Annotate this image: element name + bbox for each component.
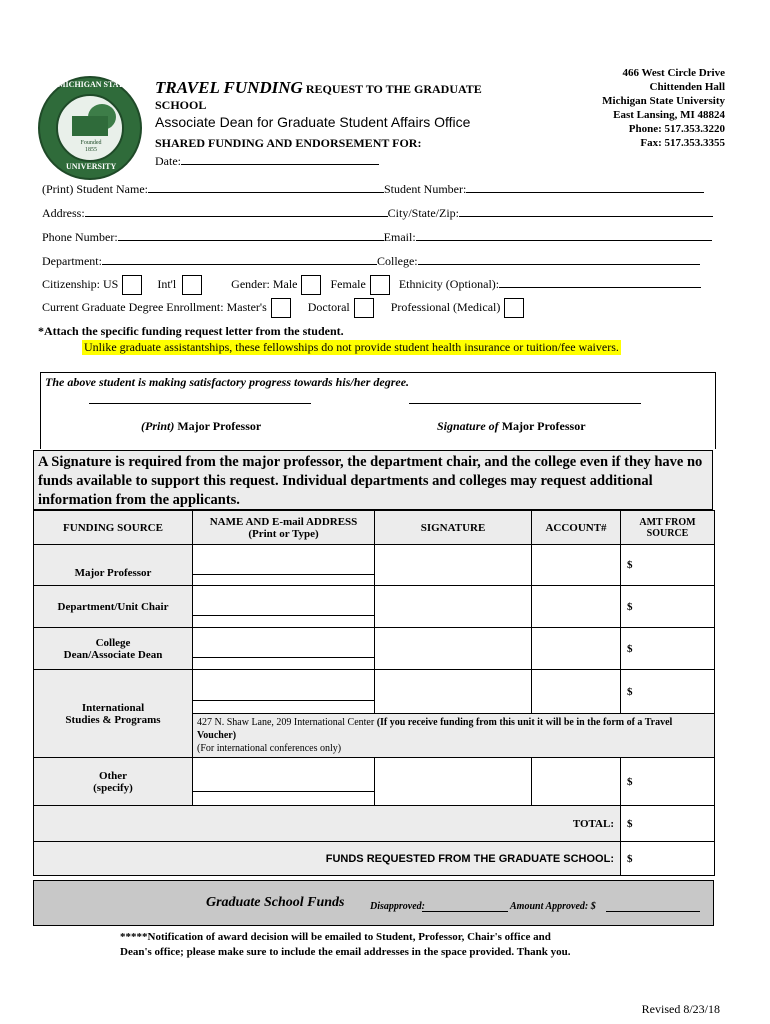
citizenship-gender-row[interactable]: Citizenship: US Int'l Gender: Male Female Ethnicity (Optional): [42,275,701,295]
total-row [34,806,715,842]
amount-approved-label: Amount Approved: $ [510,901,596,912]
seal-ring-bottom: UNIVERSITY [66,162,117,171]
row-international-studies: International Studies & Programs [34,670,193,758]
account-cell[interactable] [532,586,621,628]
table-row [34,586,715,628]
seal-building [72,116,108,136]
major-professor-endorsement [40,372,716,449]
account-cell[interactable] [532,628,621,670]
signature-cell[interactable] [375,758,532,806]
office-address: 466 West Circle Drive Chittenden Hall Michigan State University East Lansing, MI 48824 Phone: 517.353.3220 Fax: 517.353.3355 [602,67,725,149]
name-email-cell[interactable] [193,758,375,806]
graduate-school-funds-title: Graduate School Funds [206,895,345,910]
amount-cell[interactable]: $ [621,670,715,714]
form-title: TRAVEL FUNDING REQUEST TO THE GRADUATE [155,78,482,97]
amount-cell[interactable]: $ [621,758,715,806]
graduate-school-funds-box [33,880,714,926]
seal-founded: Founded 1855 [80,140,102,153]
signature-cell[interactable] [375,670,532,714]
header-account: ACCOUNT# [532,511,621,545]
total-label: TOTAL: [34,806,621,842]
attach-letter-note: *Attach the specific funding request letter from the student. [38,324,344,338]
row-other: Other (specify) [34,758,193,806]
address-row[interactable]: Address: City/State/Zip: [42,205,713,221]
account-cell[interactable] [532,758,621,806]
signature-major-professor-label: Signature of Major Professor [437,419,586,433]
international-center-note: 427 N. Shaw Lane, 209 International Center (If you receive funding from this unit it will be in the form of a Travel Voucher) (For international conferences only) [193,714,715,758]
professional-checkbox[interactable] [504,298,524,318]
us-checkbox[interactable] [122,275,142,295]
disapproved-label: Disapproved: [370,901,425,912]
funding-table [33,510,715,876]
name-email-cell[interactable] [193,586,375,628]
amount-cell[interactable]: $ [621,586,715,628]
header-signature: SIGNATURE [375,511,532,545]
signature-cell[interactable] [375,586,532,628]
disapproved-line[interactable] [422,911,508,912]
row-college-dean: College Dean/Associate Dean [34,628,193,670]
signature-cell[interactable] [375,545,532,586]
header-name-email: NAME AND E-mail ADDRESS (Print or Type) [193,511,375,545]
office-name: Associate Dean for Graduate Student Affairs Office [155,114,471,130]
signature-requirement-note: A Signature is required from the major professor, the department chair, and the college even if they have no funds available to support this request. Individual departments and colleges may request additional information from the applicants. [33,450,713,510]
table-row [34,758,715,806]
signature-cell[interactable] [375,628,532,670]
doctoral-checkbox[interactable] [354,298,374,318]
table-row [34,545,715,586]
masters-checkbox[interactable] [271,298,291,318]
amount-cell[interactable]: $ [621,545,715,586]
funds-requested-row [34,842,715,876]
account-cell[interactable] [532,670,621,714]
shared-funding-heading: SHARED FUNDING AND ENDORSEMENT FOR: [155,136,422,150]
date-field[interactable]: Date: [155,153,379,169]
seal-center [56,94,124,162]
name-email-cell[interactable] [193,670,375,714]
header-funding-source: FUNDING SOURCE [34,511,193,545]
progress-statement: The above student is making satisfactory progress towards his/her degree. [45,375,410,389]
revision-date: Revised 8/23/18 [641,1002,720,1016]
seal-ring-top: MICHIGAN STATE [58,80,129,89]
row-major-professor: Major Professor [34,545,193,586]
table-row [34,628,715,670]
table-row [34,670,715,714]
print-major-professor-label: (Print) Major Professor [141,419,262,433]
table-header-row [34,511,715,545]
male-checkbox[interactable] [301,275,321,295]
female-checkbox[interactable] [370,275,390,295]
account-cell[interactable] [532,545,621,586]
form-title-school: SCHOOL [155,98,207,112]
assistantship-disclaimer: Unlike graduate assistantships, these fellowships do not provide student health insurance or tuition/fee waivers. [84,340,619,354]
phone-row[interactable]: Phone Number: Email: [42,229,712,245]
print-name-line[interactable] [89,403,311,404]
name-email-cell[interactable] [193,628,375,670]
student-name-row[interactable]: (Print) Student Name: Student Number: [42,181,704,197]
row-department-chair: Department/Unit Chair [34,586,193,628]
amount-approved-line[interactable] [606,911,700,912]
enrollment-row[interactable]: Current Graduate Degree Enrollment: Master's Doctoral Professional (Medical) [42,298,530,318]
msu-seal-logo [38,76,142,180]
intl-checkbox[interactable] [182,275,202,295]
amount-cell[interactable]: $ [621,628,715,670]
total-amount-cell[interactable]: $ [621,806,715,842]
notification-note: *****Notification of award decision will be emailed to Student, Professor, Chair's office and Dean's office; please make sure to include the email addresses in the space provided. Thank you. [120,931,571,958]
name-email-cell[interactable] [193,545,375,586]
header-amount: AMT FROM SOURCE [621,511,715,545]
department-row[interactable]: Department: College: [42,253,700,269]
signature-line[interactable] [409,403,641,404]
funds-requested-label: FUNDS REQUESTED FROM THE GRADUATE SCHOOL: [34,842,621,876]
funds-requested-amount-cell[interactable]: $ [621,842,715,876]
